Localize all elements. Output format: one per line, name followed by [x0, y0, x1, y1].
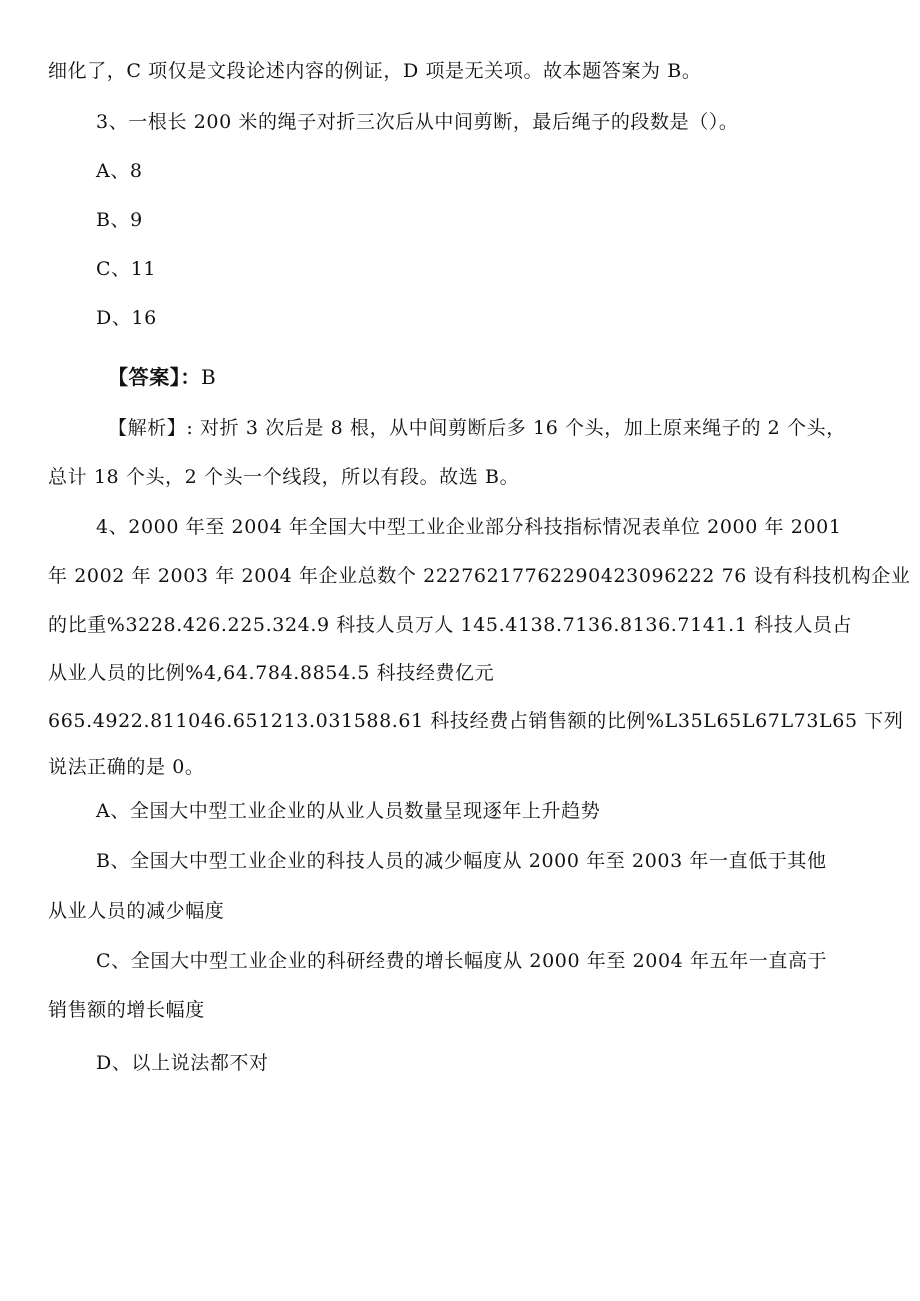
question-4-stem-line-2: 年 2002 年 2003 年 2004 年企业总数个 22276217762290423096222 76 设有科技机构企业 [48, 565, 911, 587]
question-3-option-d: D、16 [96, 307, 157, 329]
question-4-stem-line-1: 4、2000 年至 2004 年全国大中型工业企业部分科技指标情况表单位 2000 年 2001 [96, 516, 842, 538]
question-4-stem-line-6: 说法正确的是 0。 [48, 756, 205, 778]
analysis-text-1: : 对折 3 次后是 8 根，从中间剪断后多 16 个头，加上原来绳子的 2 个头， [186, 417, 846, 439]
analysis-line-2: 总计 18 个头，2 个头一个线段，所以有段。故选 B。 [48, 466, 520, 488]
question-4-option-c-line-1: C、全国大中型工业企业的科研经费的增长幅度从 2000 年至 2004 年五年一直高于 [96, 950, 828, 972]
question-3-stem: 3、一根长 200 米的绳子对折三次后从中间剪断，最后绳子的段数是（）。 [96, 111, 739, 133]
question-3-option-c: C、11 [96, 258, 157, 280]
question-4-option-d: D、以上说法都不对 [96, 1052, 269, 1074]
question-4-option-b-line-1: B、全国大中型工业企业的科技人员的减少幅度从 2000 年至 2003 年一直低于其他 [96, 850, 827, 872]
question-4-option-a: A、全国大中型工业企业的从业人员数量呈现逐年上升趋势 [96, 800, 601, 822]
answer-value: B [201, 365, 217, 389]
question-4-stem-line-3: 的比重%3228.426.225.324.9 科技人员万人 145.4138.7136.8136.7141.1 科技人员占 [48, 614, 853, 636]
analysis-label: 【解析】 [108, 417, 187, 439]
answer-label: 【答案】： [108, 365, 201, 389]
answer-line [108, 364, 216, 390]
question-3-option-a: A、8 [96, 160, 143, 182]
question-4-option-b-line-2: 从业人员的减少幅度 [48, 900, 225, 922]
previous-explanation-tail: 细化了，C 项仅是文段论述内容的例证，D 项是无关项。故本题答案为 B。 [48, 60, 702, 82]
question-4-option-c-line-2: 销售额的增长幅度 [48, 999, 205, 1021]
question-4-stem-line-5: 665.4922.811046.651213.031588.61 科技经费占销售额的比例%L35L65L67L73L65 下列 [48, 710, 904, 732]
analysis-line-1 [108, 415, 846, 441]
question-4-stem-line-4: 从业人员的比例%4,64.784.8854.5 科技经费亿元 [48, 662, 495, 684]
question-3-option-b: B、9 [96, 209, 143, 231]
